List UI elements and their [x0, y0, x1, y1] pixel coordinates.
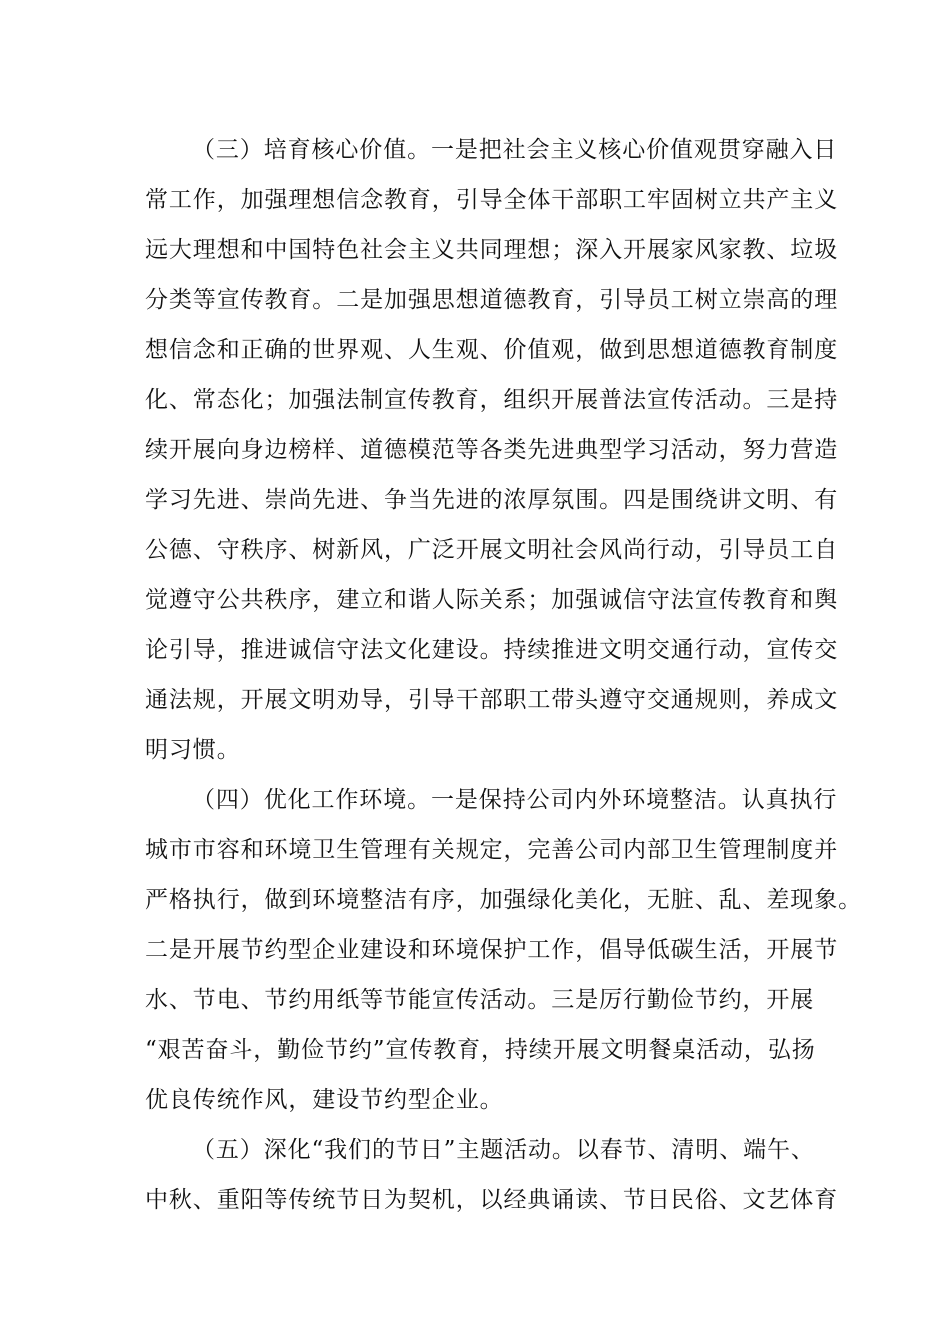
paragraph-5-line-1: （五）深化“我们的节日”主题活动。以春节、清明、端午、 — [192, 1137, 815, 1163]
paragraph-4-line-4: 二是开展节约型企业建设和环境保护工作，倡导低碳生活，开展节 — [145, 937, 839, 963]
paragraph-4-line-5: 水、节电、节约用纸等节能宣传活动。三是厉行勤俭节约，开展 — [145, 987, 815, 1013]
paragraph-3-line-6: 化、常态化；加强法制宣传教育，组织开展普法宣传活动。三是持 — [145, 387, 839, 413]
paragraph-4-line-7: 优良传统作风，建设节约型企业。 — [145, 1087, 504, 1113]
paragraph-3-line-8: 学习先进、崇尚先进、争当先进的浓厚氛围。四是围绕讲文明、有 — [145, 487, 839, 513]
paragraph-3-line-4: 分类等宣传教育。二是加强思想道德教育，引导员工树立崇高的理 — [145, 287, 839, 313]
paragraph-5-line-2: 中秋、重阳等传统节日为契机，以经典诵读、节日民俗、文艺体育 — [145, 1187, 839, 1213]
paragraph-4-line-2: 城市市容和环境卫生管理有关规定，完善公司内部卫生管理制度并 — [145, 837, 839, 863]
paragraph-4-line-3: 严格执行，做到环境整洁有序，加强绿化美化，无脏、乱、差现象。 — [145, 887, 862, 913]
paragraph-3-line-13: 明习惯。 — [145, 737, 241, 763]
paragraph-3-line-12: 通法规，开展文明劝导，引导干部职工带头遵守交通规则，养成文 — [145, 687, 839, 713]
paragraph-3-line-10: 觉遵守公共秩序，建立和谐人际关系；加强诚信守法宣传教育和舆 — [145, 587, 839, 613]
paragraph-3-line-5: 想信念和正确的世界观、人生观、价值观，做到思想道德教育制度 — [145, 337, 839, 363]
paragraph-3-line-1: （三）培育核心价值。一是把社会主义核心价值观贯穿融入日 — [192, 137, 838, 163]
paragraph-3-line-9: 公德、守秩序、树新风，广泛开展文明社会风尚行动，引导员工自 — [145, 537, 839, 563]
paragraph-4-line-6: “艰苦奋斗，勤俭节约”宣传教育，持续开展文明餐桌活动，弘扬 — [145, 1037, 816, 1063]
paragraph-3-line-3: 远大理想和中国特色社会主义共同理想；深入开展家风家教、垃圾 — [145, 237, 839, 263]
paragraph-3-line-2: 常工作，加强理想信念教育，引导全体干部职工牢固树立共产主义 — [145, 187, 839, 213]
paragraph-3-line-11: 论引导，推进诚信守法文化建设。持续推进文明交通行动，宣传交 — [145, 637, 839, 663]
paragraph-4-line-1: （四）优化工作环境。一是保持公司内外环境整洁。认真执行 — [192, 787, 838, 813]
paragraph-3-line-7: 续开展向身边榜样、道德模范等各类先进典型学习活动，努力营造 — [145, 437, 839, 463]
